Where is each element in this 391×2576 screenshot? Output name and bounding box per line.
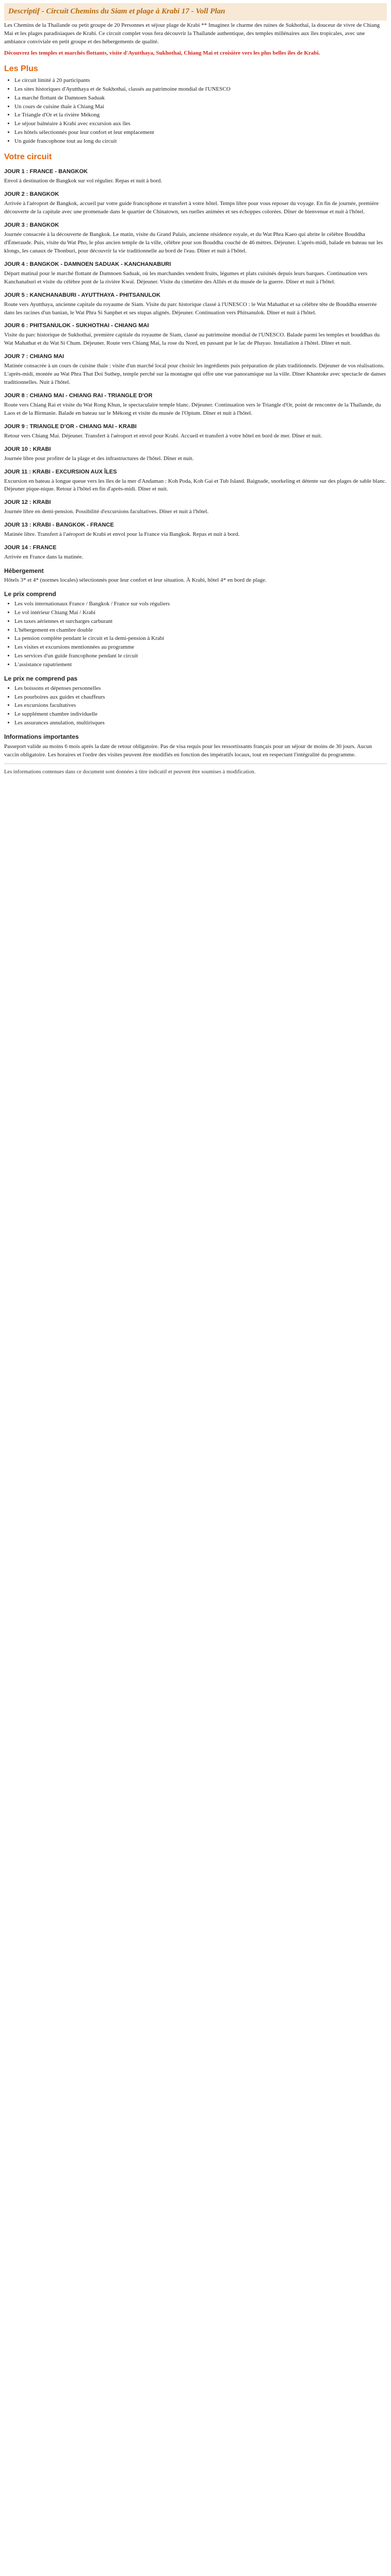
day-description: Journée consacrée à la découverte de Bangkok. Le matin, visite du Grand Palais, ancienne résidence royale, et du Wat Phra Kaeo qui abrite le célèbre Bouddha d'Émeraude. Puis, visite du Wat Pho, le plus ancien temple de la ville, célèbre pour son Bouddha couché de 46 mètres. Déjeuner. L'après-midi, balade en bateau sur les klongs, les canaux de Thonburi, pour découvrir la vie traditionnelle au bord de l'eau. Dîner et nuit à l'hôtel. xyxy=(4,231,383,254)
day-heading: JOUR 6 : PHITSANULOK - SUKHOTHAI - CHIANG MAI xyxy=(4,323,149,329)
price-excludes-item: • Les boissons et dépenses personnelles xyxy=(14,685,387,693)
day-description: Visite du parc historique de Sukhothaï, première capitale du royaume de Siam, classé au patrimoine mondial de l'UNESCO. Balade parmi les temples et bouddhas du Wat Mahathat et du Wat Si Chum. Déjeuner. Route vers Chiang Mai, la rose du Nord, en passant par le lac de Phayao. Installation à l'hôtel. Dîner et nuit. xyxy=(4,332,380,347)
day-description: Route vers Chiang Rai et visite du Wat Rong Khun, le spectaculaire temple blanc. Déjeuner. Continuation vers le Triangle d'Or, point de rencontre de la Thaïlande, du Laos et de la Birmanie. Balade en bateau sur le Mékong et visite du musée de l'Opium. Dîner et nuit à l'hôtel. xyxy=(4,401,381,416)
day-description: Journée libre en demi-pension. Possibilité d'excursions facultatives. Dîner et nuit à l'hôtel. xyxy=(4,509,209,515)
price-excludes-item: • Les pourboires aux guides et chauffeurs xyxy=(14,693,387,702)
page-title: Descriptif - Circuit Chemins du Siam et plage à Krabi 17 - Voll Plan xyxy=(4,3,387,21)
highlight-item: • Les hôtels sélectionnés pour leur confort et leur emplacement xyxy=(14,129,387,137)
day-description: Départ matinal pour le marché flottant de Damnoen Saduak, où les marchandes vendent fruits, légumes et plats cuisinés depuis leurs barques. Continuation vers Kanchanaburi et visite du célèbre pont de la rivière Kwaï. Déjeuner. Visite du cimetière des Alliés et du musée de la guerre. Dîner et nuit à l'hôtel. xyxy=(4,270,368,285)
info-heading: Informations importantes xyxy=(4,733,79,741)
day-description: Retour vers Chiang Mai. Déjeuner. Transfert à l'aéroport et envol pour Krabi. Accueil et transfert à votre hôtel en bord de mer. Dîner et nuit. xyxy=(4,432,322,439)
day-heading: JOUR 11 : KRABI - EXCURSION AUX ÎLES xyxy=(4,468,117,475)
day-heading: JOUR 7 : CHIANG MAI xyxy=(4,353,64,360)
price-includes-item: • L'assistance rapatriement xyxy=(14,661,387,669)
price-includes-item: • Les taxes aériennes et surcharges carburant xyxy=(14,618,387,626)
day-heading: JOUR 5 : KANCHANABURI - AYUTTHAYA - PHITSANULOK xyxy=(4,292,160,298)
day-description: Matinée consacrée à un cours de cuisine thaïe : visite d'un marché local pour choisir les ingrédients puis préparation de plats traditionnels. Déjeuner de vos réalisations. L'après-midi, montée au Wat Phra That Doi Suthep, temple perché sur la montagne qui offre une vue panoramique sur la ville. Dîner Khantoke avec spectacle de danses traditionnelles. Nuit à l'hôtel. xyxy=(4,363,386,386)
day-heading: JOUR 4 : BANGKOK - DAMNOEN SADUAK - KANCHANABURI xyxy=(4,261,171,267)
highlights-list xyxy=(4,77,387,146)
day-heading: JOUR 2 : BANGKOK xyxy=(4,191,59,198)
hotels-text: Hôtels 3* et 4* (normes locales) sélectionnés pour leur confort et leur situation. À Krabi, hôtel 4* en bord de plage. xyxy=(4,577,267,584)
day-heading: JOUR 9 : TRIANGLE D'OR - CHIANG MAI - KRABI xyxy=(4,423,137,430)
price-includes-item: • Les services d'un guide francophone pendant le circuit xyxy=(14,652,387,660)
intro-text: Les Chemins de la Thaïlande ou petit groupe de 20 Personnes et séjour plage de Krabi ** Imaginez le charme des ruines de Sukhothaï, la douceur de vivre de Chiang Mai et les plages paradisiaques de Krabi. Ce circuit complet vous fera découvrir la Thaïlande authentique, des temples millénaires aux îles tropicales, avec une ambiance conviviale en petit groupe et des hébergements de qualité. xyxy=(4,22,380,45)
itinerary xyxy=(4,168,387,562)
day-heading: JOUR 10 : KRABI xyxy=(4,446,51,452)
highlight-item: • Un guide francophone tout au long du circuit xyxy=(14,138,387,146)
highlight-item: • Le séjour balnéaire à Krabi avec excursion aux îles xyxy=(14,120,387,128)
day-description: Route vers Ayutthaya, ancienne capitale du royaume de Siam. Visite du parc historique classé à l'UNESCO : le Wat Mahathat et sa célèbre tête de Bouddha enserrée dans les racines d'un banian, le Wat Phra Si Sanphet et ses stupas alignés. Déjeuner. Continuation vers Phitsanulok. Dîner et nuit à l'hôtel. xyxy=(4,301,377,316)
day-heading: JOUR 13 : KRABI - BANGKOK - FRANCE xyxy=(4,522,114,529)
highlight-item: • Le Triangle d'Or et la rivière Mékong xyxy=(14,111,387,120)
day-description: Arrivée en France dans la matinée. xyxy=(4,554,84,561)
day-description: Envol à destination de Bangkok sur vol régulier. Repas et nuit à bord. xyxy=(4,178,162,184)
highlight-item: • Le circuit limité à 20 participants xyxy=(14,77,387,85)
day-heading: JOUR 12 : KRABI xyxy=(4,499,51,506)
day-description: Matinée libre. Transfert à l'aéroport de Krabi et envol pour la France via Bangkok. Repas et nuit à bord. xyxy=(4,531,240,538)
day-heading: JOUR 1 : FRANCE - BANGKOK xyxy=(4,168,88,175)
day-heading: JOUR 14 : FRANCE xyxy=(4,545,57,551)
highlight-item: • Les sites historiques d'Ayutthaya et de Sukhothaï, classés au patrimoine mondial de l'UNESCO xyxy=(14,86,387,94)
day-description: Arrivée à l'aéroport de Bangkok, accueil par votre guide francophone et transfert à votre hôtel. Temps libre pour vous reposer du voyage. En fin de journée, première découverte de la capitale avec une promenade dans le quartier de Chinatown, ses ruelles animées et ses échoppes colorées. Dîner de bienvenue et nuit à l'hôtel. xyxy=(4,200,379,215)
price-excludes-heading: Le prix ne comprend pas xyxy=(4,675,78,683)
day-description: Excursion en bateau à longue queue vers les îles de la mer d'Andaman : Koh Poda, Koh Gai et Tub Island. Baignade, snorkeling et détente sur des plages de sable blanc. Déjeuner pique-nique. Retour à l'hôtel en fin d'après-midi. Dîner et nuit. xyxy=(4,478,387,493)
highlight-text: Découvrez les temples et marchés flottants, visite d'Ayutthaya, Sukhothaï, Chiang Mai et croisière vers les plus belles îles de Krabi. xyxy=(4,49,320,56)
page xyxy=(4,3,387,776)
info-text: Passeport valide au moins 6 mois après la date de retour obligatoire. Pas de visa requis pour les ressortissants français pour un séjour de moins de 30 jours. Aucun vaccin obligatoire. Les horaires et l'ordre des visites peuvent être modifiés en fonction des impératifs locaux, tout en respectant l'intégralité du programme. xyxy=(4,743,372,758)
highlight-item: • La marché flottant de Damnoen Saduak xyxy=(14,94,387,103)
footer-text: Les informations contenues dans ce document sont données à titre indicatif et peuvent être soumises à modification. xyxy=(4,769,256,775)
price-includes-item: • Les vols internationaux France / Bangkok / France sur vols réguliers xyxy=(14,600,387,608)
itinerary-heading: Votre circuit xyxy=(4,152,52,162)
highlight-item: • Un cours de cuisine thaïe à Chiang Mai xyxy=(14,103,387,111)
price-includes-item: • Le vol intérieur Chiang Mai / Krabi xyxy=(14,609,387,617)
hotels-heading: Hébergement xyxy=(4,567,44,574)
price-excludes-item: • Les assurances annulation, multirisques xyxy=(14,719,387,727)
price-includes-heading: Le prix comprend xyxy=(4,590,56,598)
price-excludes-item: • Les excursions facultatives xyxy=(14,702,387,710)
price-excludes-item: • Le supplément chambre individuelle xyxy=(14,710,387,719)
day-description: Journée libre pour profiter de la plage et des infrastructures de l'hôtel. Dîner et nuit. xyxy=(4,455,194,462)
price-includes-item: • L'hébergement en chambre double xyxy=(14,626,387,635)
price-includes-item: • La pension complète pendant le circuit et la demi-pension à Krabi xyxy=(14,635,387,643)
highlights-heading: Les Plus xyxy=(4,64,38,73)
price-excludes-list xyxy=(4,685,387,728)
price-includes-list xyxy=(4,600,387,670)
day-heading: JOUR 3 : BANGKOK xyxy=(4,222,59,229)
price-includes-item: • Les visites et excursions mentionnées au programme xyxy=(14,643,387,652)
day-heading: JOUR 8 : CHIANG MAI - CHIANG RAI - TRIANGLE D'OR xyxy=(4,393,153,399)
